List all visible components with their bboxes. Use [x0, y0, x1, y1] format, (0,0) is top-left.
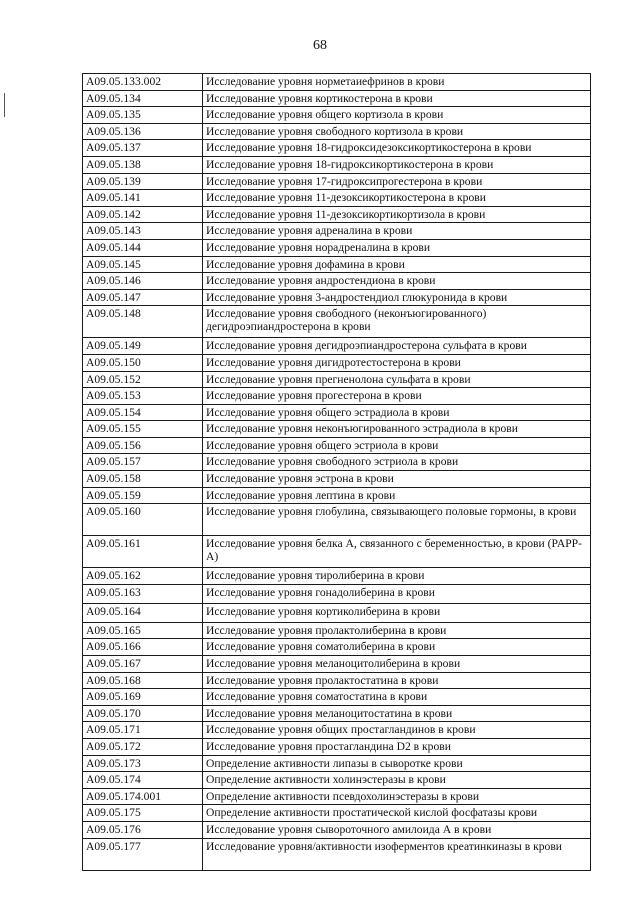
name-cell: Исследование уровня свободного эстриола в крови: [203, 454, 591, 471]
table-row: [83, 239, 591, 256]
name-cell: Определение активности псевдохолинэстеразы в крови: [203, 788, 591, 805]
table-row: [83, 487, 591, 504]
code-cell: A09.05.172: [83, 739, 203, 756]
code-cell: A09.05.177: [83, 838, 203, 870]
name-cell: Исследование уровня белка А, связанного с беременностью, в крови (PAPP-A): [203, 536, 591, 568]
name-cell: Исследование уровня общего эстрадиола в крови: [203, 404, 591, 421]
table-row: [83, 223, 591, 240]
name-cell: Исследование уровня общих простагландинов в крови: [203, 722, 591, 739]
table-row: [83, 705, 591, 722]
name-cell: Исследование уровня свободного (неконъюгированного) дегидроэпиандростерона в крови: [203, 306, 591, 338]
name-cell: Исследование уровня общего кортизола в крови: [203, 107, 591, 124]
table-row: [83, 689, 591, 706]
name-cell: Исследование уровня прегненолона сульфата в крови: [203, 371, 591, 388]
name-cell: Исследование уровня норадреналина в крови: [203, 239, 591, 256]
table-row: [83, 289, 591, 306]
table-row: [83, 140, 591, 157]
table-row: [83, 821, 591, 838]
name-cell: Исследование уровня дигидротестостерона в крови: [203, 354, 591, 371]
table-row: [83, 206, 591, 223]
code-cell: A09.05.165: [83, 622, 203, 639]
table-row: [83, 755, 591, 772]
table-row: [83, 273, 591, 290]
name-cell: Исследование уровня глобулина, связывающего половые гормоны, в крови: [203, 504, 591, 536]
table-row: [83, 504, 591, 536]
code-cell: A09.05.135: [83, 107, 203, 124]
code-cell: A09.05.156: [83, 437, 203, 454]
code-cell: A09.05.169: [83, 689, 203, 706]
code-cell: A09.05.154: [83, 404, 203, 421]
code-cell: A09.05.155: [83, 421, 203, 438]
name-cell: Исследование уровня меланоцитолиберина в крови: [203, 656, 591, 673]
name-cell: Определение активности простатической кислой фосфатазы крови: [203, 805, 591, 822]
code-cell: A09.05.144: [83, 239, 203, 256]
code-cell: A09.05.175: [83, 805, 203, 822]
table-row: [83, 123, 591, 140]
table-row: [83, 74, 591, 91]
table-row: [83, 722, 591, 739]
code-cell: A09.05.176: [83, 821, 203, 838]
table-row: [83, 404, 591, 421]
name-cell: Исследование уровня андростендиона в крови: [203, 273, 591, 290]
name-cell: Исследование уровня 3-андростендиол глюкуронида в крови: [203, 289, 591, 306]
code-cell: A09.05.136: [83, 123, 203, 140]
name-cell: Исследование уровня пролактостатина в крови: [203, 672, 591, 689]
table-row: [83, 338, 591, 355]
name-cell: Исследование уровня неконъюгированного эстрадиола в крови: [203, 421, 591, 438]
table-row: [83, 454, 591, 471]
name-cell: Исследование уровня свободного кортизола в крови: [203, 123, 591, 140]
name-cell: Определение активности липазы в сыворотке крови: [203, 755, 591, 772]
table-row: [83, 568, 591, 585]
code-cell: A09.05.142: [83, 206, 203, 223]
table-row: [83, 584, 591, 603]
name-cell: Исследование уровня прогестерона в крови: [203, 388, 591, 405]
name-cell: Исследование уровня норметаиефринов в крови: [203, 74, 591, 91]
code-cell: A09.05.147: [83, 289, 203, 306]
name-cell: Исследование уровня пролактолиберина в крови: [203, 622, 591, 639]
name-cell: Исследование уровня простагландина D2 в крови: [203, 739, 591, 756]
code-cell: A09.05.143: [83, 223, 203, 240]
name-cell: Исследование уровня/активности изоферментов креатинкиназы в крови: [203, 838, 591, 870]
code-cell: A09.05.167: [83, 656, 203, 673]
code-cell: A09.05.163: [83, 584, 203, 603]
table-row: [83, 437, 591, 454]
page-number: 68: [313, 38, 327, 53]
table-row: [83, 656, 591, 673]
code-cell: A09.05.174: [83, 772, 203, 789]
code-cell: A09.05.133.002: [83, 74, 203, 91]
name-cell: Исследование уровня 11-дезоксикортикортизола в крови: [203, 206, 591, 223]
code-cell: A09.05.148: [83, 306, 203, 338]
name-cell: Исследование уровня меланоцитостатина в крови: [203, 705, 591, 722]
name-cell: Исследование уровня тиролиберина в крови: [203, 568, 591, 585]
code-cell: A09.05.141: [83, 190, 203, 207]
table-row: [83, 739, 591, 756]
code-cell: A09.05.171: [83, 722, 203, 739]
code-cell: A09.05.145: [83, 256, 203, 273]
table-row: [83, 156, 591, 173]
code-cell: A09.05.152: [83, 371, 203, 388]
code-cell: A09.05.159: [83, 487, 203, 504]
name-cell: Исследование уровня кортиколиберина в крови: [203, 603, 591, 622]
name-cell: Исследование уровня соматостатина в крови: [203, 689, 591, 706]
table-row: [83, 805, 591, 822]
table-row: [83, 190, 591, 207]
name-cell: Исследование уровня дегидроэпиандростерона сульфата в крови: [203, 338, 591, 355]
code-cell: A09.05.162: [83, 568, 203, 585]
name-cell: Определение активности холинэстеразы в крови: [203, 772, 591, 789]
table-row: [83, 639, 591, 656]
table-row: [83, 772, 591, 789]
margin-mark: [4, 93, 5, 117]
code-cell: A09.05.170: [83, 705, 203, 722]
name-cell: Исследование уровня 18-гидроксидезоксикортикостерона в крови: [203, 140, 591, 157]
code-cell: A09.05.150: [83, 354, 203, 371]
code-cell: A09.05.138: [83, 156, 203, 173]
table-row: [83, 421, 591, 438]
table-row: [83, 256, 591, 273]
table-row: [83, 788, 591, 805]
code-cell: A09.05.164: [83, 603, 203, 622]
table-row: [83, 471, 591, 488]
table-row: [83, 90, 591, 107]
table-row: [83, 536, 591, 568]
table-row: [83, 603, 591, 622]
code-cell: A09.05.166: [83, 639, 203, 656]
name-cell: Исследование уровня лептина в крови: [203, 487, 591, 504]
name-cell: Исследование уровня соматолиберина в крови: [203, 639, 591, 656]
name-cell: Исследование уровня 18-гидроксикортикостерона в крови: [203, 156, 591, 173]
table-row: [83, 371, 591, 388]
name-cell: Исследование уровня 11-дезоксикортикостерона в крови: [203, 190, 591, 207]
service-codes-table: [82, 73, 591, 871]
name-cell: Исследование уровня дофамина в крови: [203, 256, 591, 273]
name-cell: Исследование уровня сывороточного амилоида А в крови: [203, 821, 591, 838]
code-cell: A09.05.139: [83, 173, 203, 190]
name-cell: Исследование уровня 17-гидроксипрогестерона в крови: [203, 173, 591, 190]
table-row: [83, 672, 591, 689]
name-cell: Исследование уровня кортикостерона в крови: [203, 90, 591, 107]
code-cell: A09.05.146: [83, 273, 203, 290]
name-cell: Исследование уровня адреналина в крови: [203, 223, 591, 240]
code-cell: A09.05.160: [83, 504, 203, 536]
code-cell: A09.05.134: [83, 90, 203, 107]
name-cell: Исследование уровня гонадолиберина в крови: [203, 584, 591, 603]
table-row: [83, 354, 591, 371]
code-cell: A09.05.137: [83, 140, 203, 157]
code-cell: A09.05.153: [83, 388, 203, 405]
code-cell: A09.05.149: [83, 338, 203, 355]
code-cell: A09.05.157: [83, 454, 203, 471]
table-row: [83, 622, 591, 639]
name-cell: Исследование уровня общего эстриола в крови: [203, 437, 591, 454]
code-cell: A09.05.158: [83, 471, 203, 488]
code-cell: A09.05.161: [83, 536, 203, 568]
name-cell: Исследование уровня эстрона в крови: [203, 471, 591, 488]
code-cell: A09.05.168: [83, 672, 203, 689]
table-row: [83, 107, 591, 124]
table-row: [83, 306, 591, 338]
table-row: [83, 388, 591, 405]
code-cell: A09.05.174.001: [83, 788, 203, 805]
table-row: [83, 838, 591, 870]
table-row: [83, 173, 591, 190]
code-cell: A09.05.173: [83, 755, 203, 772]
